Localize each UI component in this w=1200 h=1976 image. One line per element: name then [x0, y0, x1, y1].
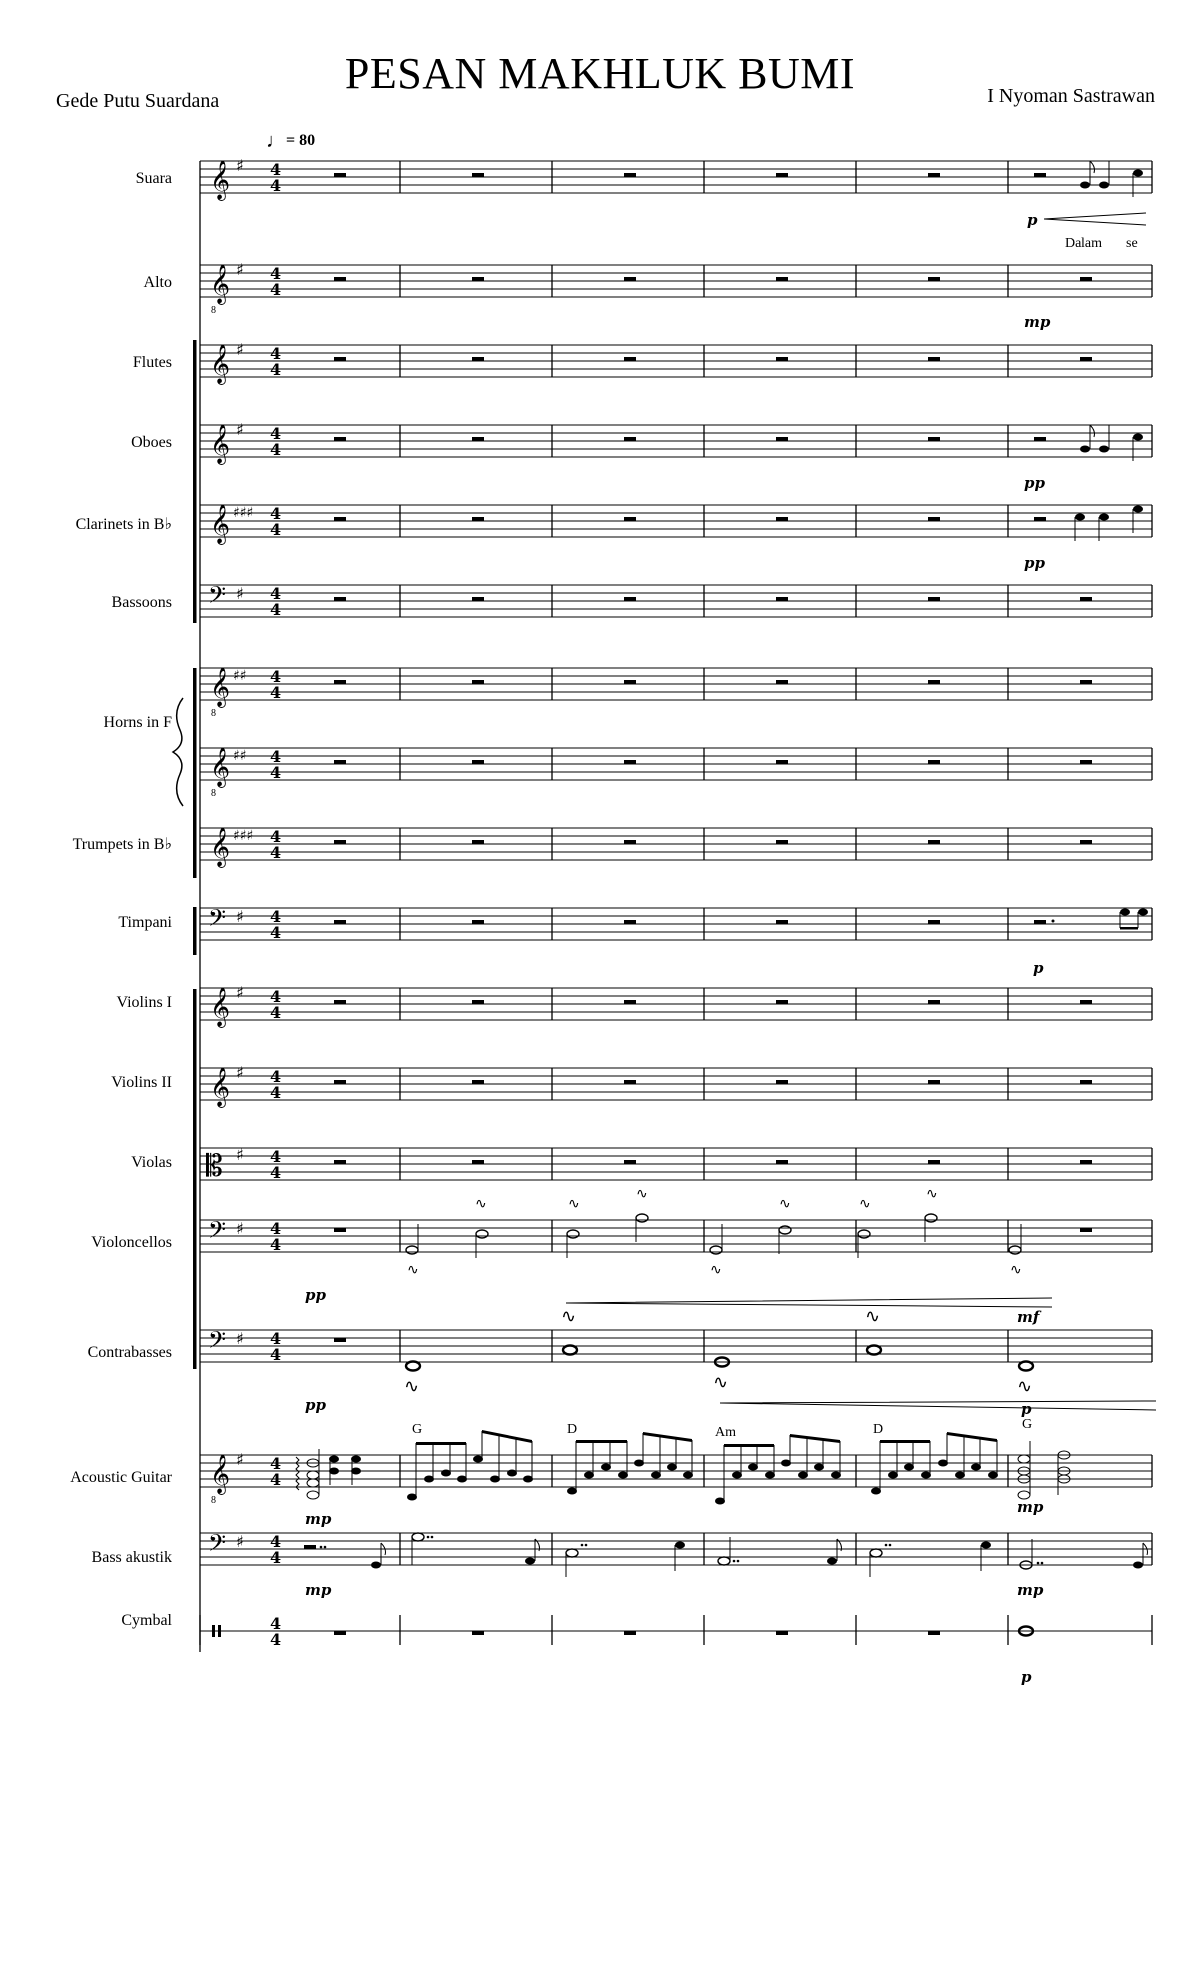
instrument-label-cellos: Violoncellos: [91, 1234, 172, 1251]
svg-text:♯: ♯: [236, 1219, 244, 1238]
arranger-name: Gede Putu Suardana: [56, 90, 220, 112]
svg-text:∿: ∿: [636, 1186, 648, 1202]
instrument-label-contrabasses: Contrabasses: [87, 1344, 172, 1361]
svg-text:♯♯: ♯♯: [233, 668, 247, 684]
dynamic-pp: pp: [305, 1286, 326, 1304]
instrument-label-violins-1: Violins I: [116, 994, 172, 1011]
svg-text:∿: ∿: [404, 1376, 420, 1397]
dynamic-mf: mf: [1017, 1308, 1040, 1326]
svg-text:𝄢: 𝄢: [208, 1216, 227, 1249]
chord-symbol: D: [567, 1422, 578, 1437]
treble-clef-icon: 𝄞: [210, 160, 231, 200]
composer-name: I Nyoman Sastrawan: [987, 85, 1155, 107]
svg-text:𝄢: 𝄢: [208, 1529, 227, 1562]
svg-text:𝄞: 𝄞: [210, 504, 231, 544]
svg-text:𝄞: 𝄞: [210, 424, 231, 464]
svg-text:♯♯♯: ♯♯♯: [233, 828, 254, 844]
instrument-label-cymbal: Cymbal: [121, 1612, 172, 1629]
dynamic-p: p: [1033, 959, 1044, 977]
svg-text:𝄢: 𝄢: [208, 904, 227, 937]
svg-text:𝄡: 𝄡: [206, 1149, 223, 1184]
chord-symbol: Am: [715, 1425, 736, 1440]
svg-text:∿: ∿: [1017, 1376, 1033, 1397]
svg-text:♯: ♯: [236, 907, 244, 926]
instrument-label-guitar: Acoustic Guitar: [70, 1469, 172, 1486]
svg-text:𝄞: 𝄞: [210, 264, 231, 304]
dynamic-mp: mp: [1017, 1498, 1044, 1516]
svg-text:𝄢: 𝄢: [208, 1326, 227, 1359]
dynamic-mp: mp: [305, 1510, 332, 1528]
instrument-label-violins-2: Violins II: [111, 1074, 172, 1091]
svg-text:∿: ∿: [407, 1262, 419, 1278]
svg-text:∿: ∿: [561, 1306, 577, 1327]
instrument-label-bassoons: Bassoons: [111, 594, 172, 611]
svg-text:♯: ♯: [236, 1532, 244, 1551]
dynamic-pp: pp: [1024, 554, 1045, 572]
svg-text:𝄞: 𝄞: [210, 827, 231, 867]
svg-text:∿: ∿: [475, 1196, 487, 1212]
dynamic-pp: pp: [1024, 474, 1045, 492]
dynamic-p: p: [1021, 1400, 1032, 1418]
instrument-label-violas: Violas: [131, 1154, 172, 1171]
svg-text:∿: ∿: [865, 1306, 881, 1327]
svg-text:∿: ∿: [710, 1262, 722, 1278]
svg-text:8: 8: [211, 305, 216, 316]
svg-text:𝄞: 𝄞: [210, 987, 231, 1027]
svg-text:∿: ∿: [859, 1196, 871, 1212]
svg-text:♯: ♯: [236, 420, 244, 439]
lyric-syllable: se: [1126, 236, 1138, 251]
dynamic-pp: pp: [305, 1396, 326, 1414]
dynamic-mp: mp: [1017, 1581, 1044, 1599]
chord-symbol: G: [412, 1422, 423, 1437]
instrument-label-suara: Suara: [135, 170, 172, 187]
svg-text:𝄞: 𝄞: [210, 1067, 231, 1107]
dynamic-mp: mp: [305, 1581, 332, 1599]
score-system: 4 4 𝄞 ♯ p Da lam se 𝄞8 ♯ mp 𝄞 ♯ 𝄞 ♯ pp 𝄞 ♯♯♯ pp 𝄢 ♯ 𝄞8♯♯ 𝄞8♯♯ 𝄞 ♯♯♯ 𝄢 ♯ p 𝄞 ♯ 𝄞 ♯ 𝄡 ♯ 𝄢 ♯ ∿∿ ∿∿ ∿∿ ∿∿ ∿ pp mf 𝄢 ♯ ∿∿ ∿∿ ∿ pp p 𝄞8♯ G D Am D G mp mp 𝄢 ♯ mp mp p: [0, 0, 1200, 1976]
instrument-label-oboes: Oboes: [131, 434, 172, 451]
dynamic-p: p: [1021, 1668, 1032, 1686]
svg-text:♯: ♯: [236, 983, 244, 1002]
lyric-syllable: lam: [1081, 236, 1102, 251]
instrument-label-horns: Horns in F: [103, 714, 172, 731]
lyric-syllable: Da: [1065, 236, 1082, 251]
svg-text:♯: ♯: [236, 340, 244, 359]
svg-text:♯♯: ♯♯: [233, 748, 247, 764]
instrument-label-alto: Alto: [143, 274, 172, 291]
svg-text:∿: ∿: [713, 1372, 729, 1393]
instrument-label-trumpets: Trumpets in B♭: [72, 836, 172, 853]
svg-text:♯♯♯: ♯♯♯: [233, 505, 254, 521]
svg-text:𝄞: 𝄞: [210, 667, 231, 707]
svg-text:♯: ♯: [236, 584, 244, 603]
instrument-label-flutes: Flutes: [132, 354, 172, 371]
svg-text:♯: ♯: [236, 1450, 244, 1469]
svg-text:∿: ∿: [926, 1186, 938, 1202]
svg-text:♯: ♯: [236, 1145, 244, 1164]
svg-text:8: 8: [211, 708, 216, 719]
quarter-note-icon: ♩: [266, 130, 286, 152]
svg-text:♯: ♯: [236, 260, 244, 279]
chord-symbol: G: [1022, 1417, 1033, 1432]
dynamic-mp: mp: [1024, 313, 1051, 331]
svg-text:∿: ∿: [779, 1196, 791, 1212]
svg-text:𝄢: 𝄢: [208, 581, 227, 614]
svg-text:∿: ∿: [1010, 1262, 1022, 1278]
svg-text:♯: ♯: [236, 1063, 244, 1082]
svg-text:𝄞: 𝄞: [210, 344, 231, 384]
instrument-label-timpani: Timpani: [118, 914, 172, 931]
svg-text:8: 8: [211, 788, 216, 799]
svg-text:𝄞: 𝄞: [210, 747, 231, 787]
chord-symbol: D: [873, 1422, 884, 1437]
instrument-label-clarinets: Clarinets in B♭: [75, 516, 172, 533]
instrument-label-bass-akustik: Bass akustik: [91, 1549, 172, 1566]
svg-text:8: 8: [211, 1495, 216, 1506]
dynamic-p: p: [1027, 211, 1038, 229]
svg-text:♯: ♯: [236, 156, 244, 175]
score-title: PESAN MAKHLUK BUMI: [344, 49, 856, 98]
tempo-value: = 80: [286, 132, 316, 149]
svg-text:𝄞: 𝄞: [210, 1454, 231, 1494]
svg-text:∿: ∿: [568, 1196, 580, 1212]
svg-text:♯: ♯: [236, 1329, 244, 1348]
